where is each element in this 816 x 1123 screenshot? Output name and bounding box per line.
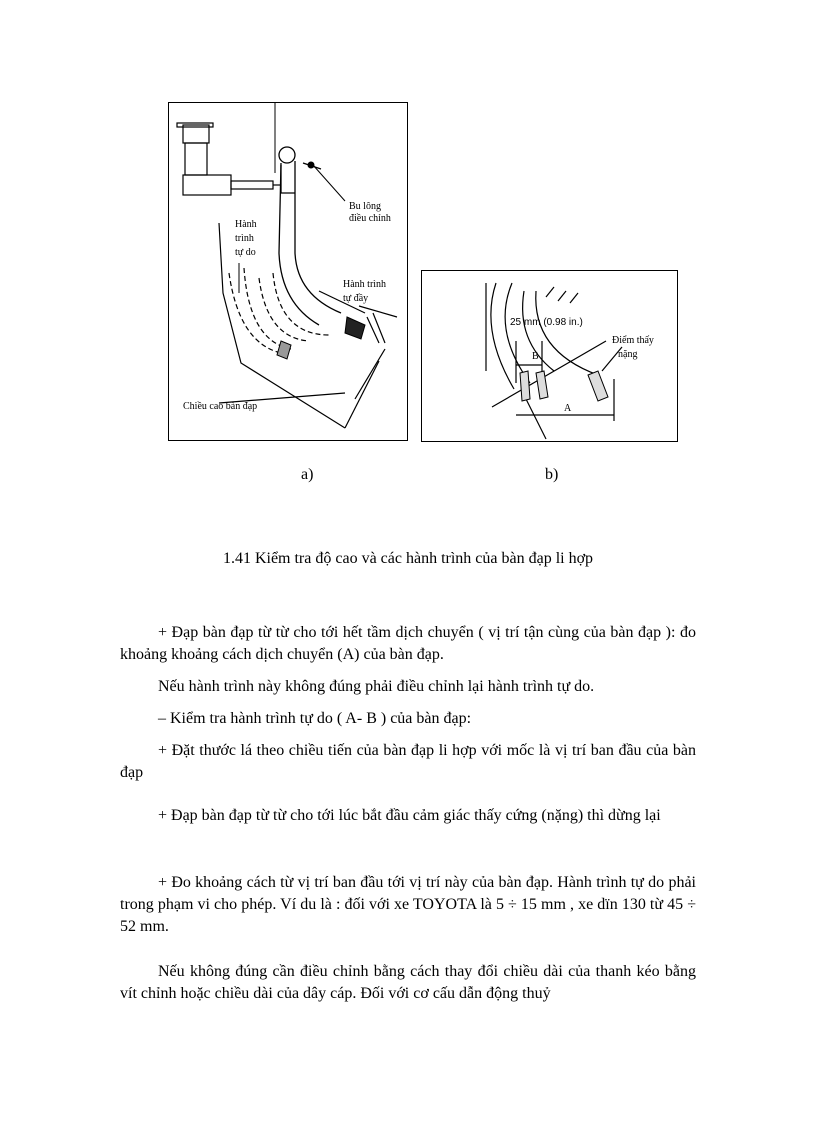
paragraph-6: + Đo khoảng cách từ vị trí ban đầu tới vị trí này của bàn đạp. Hành trình tự do phải trong phạm vi cho phép. Ví du là : đối với xe TOYOTA là 5 ÷ 15 mm , xe dïn 130 từ 45 ÷ 52 mm. [120,874,696,935]
figure-b-sublabel: b) [545,466,559,483]
paragraph-2: Nếu hành trình này không đúng phải điều chỉnh lại hành trình tự do. [158,678,595,695]
paragraph-4: + Đặt thước lá theo chiều tiến của bàn đạp li hợp với mốc là vị trí ban đầu của bàn đạp [120,742,696,781]
pedal-pads-icon [520,371,608,401]
measure-label: 25 mm (0.98 in.) [510,317,583,328]
free-travel-label-line3: tự do [235,247,256,258]
paragraph-3: – Kiểm tra hành trình tự do ( A- B ) của bàn đạp: [158,710,472,727]
bolt-label-line2: điều chỉnh [349,213,391,224]
pedal-height-label: Chiều cao bàn đạp [183,401,258,412]
full-travel-label-line2: tự đầy [343,293,369,304]
free-travel-label-line2: trình [235,233,254,244]
dimension-a-label: A [564,403,572,414]
figure-caption: 1.41 Kiểm tra độ cao và các hành trình của bàn đạp li hợp [222,550,594,567]
heavy-point-label-line2: nặng [618,349,638,360]
figure-b-free-travel-diagram [421,270,678,442]
paragraph-5: + Đạp bàn đạp từ từ cho tới lúc bắt đầu cảm giác thấy cứng (nặng) thì dừng lại [158,807,661,824]
master-cylinder-icon [177,123,281,195]
adjust-bolt-icon [303,162,321,169]
pedal-arm-icon [279,147,341,325]
paragraph-7: Nếu không đúng cần điều chỉnh bằng cách thay đổi chiều dài của thanh kéo bằng vít chỉnh hoặc chiều dài của dây cáp. Đối với cơ cấu dẫn động thuỷ [120,963,696,1002]
heavy-point-label-line1: Điểm thấy [612,335,654,346]
figure-a-pedal-diagram [168,102,408,441]
pedal-height-illustration [169,103,407,440]
figure-a-sublabel: a) [301,466,314,483]
bolt-label-line1: Bu lông [349,201,381,212]
dimension-b-label: B [532,351,539,362]
pedal-pad-icon [345,317,365,339]
full-travel-label-line1: Hành trình [343,279,387,290]
free-travel-illustration [422,271,677,441]
free-travel-label-line1: Hành [235,219,257,230]
paragraph-1: + Đạp bàn đạp từ từ cho tới hết tầm dịch chuyển ( vị trí tận cùng của bàn đạp ): đo khoảng khoảng cách dịch chuyển (A) của bàn đạp. [120,624,696,663]
